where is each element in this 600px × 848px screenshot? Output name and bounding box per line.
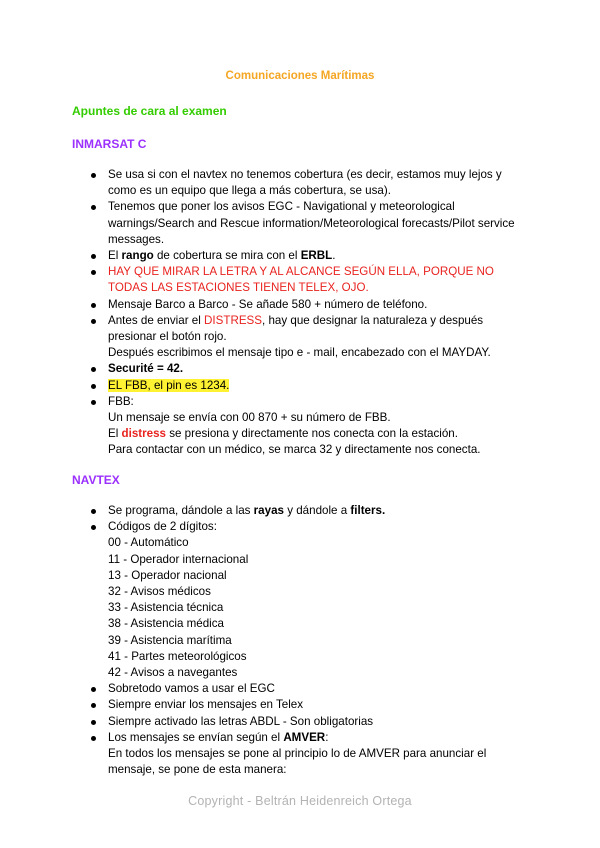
inmarsat-list	[0, 167, 600, 459]
list-item: Códigos de 2 dígitos: 00 - Automático 11 - Operador internacional 13 - Operador nacional 32 - Avisos médicos 33 - Asistencia técnica 38 - Asistencia médica 39 - Asistencia marítima 41 - Partes meteorológicos 42 - Avisos a navegantes	[0, 519, 600, 681]
section-heading-inmarsat: INMARSAT C	[72, 137, 147, 151]
section-heading-navtex: NAVTEX	[72, 473, 120, 487]
list-item: Los mensajes se envían según el AMVER: En todos los mensajes se pone al principio lo de AMVER para anunciar el mensaje, se pone de esta manera:	[0, 730, 600, 779]
code-entry: 33 - Asistencia técnica	[108, 601, 224, 615]
list-item: Siempre activado las letras ABDL - Son obligatorias	[0, 714, 600, 730]
list-item: El rango de cobertura se mira con el ERBL.	[0, 248, 600, 264]
list-item: Mensaje Barco a Barco - Se añade 580 + número de teléfono.	[0, 297, 600, 313]
highlighted-text: EL FBB, el pin es 1234.	[108, 378, 230, 392]
list-item: Sobretodo vamos a usar el EGC	[0, 681, 600, 697]
list-item: Se usa si con el navtex no tenemos cobertura (es decir, estamos muy lejos y como es un equipo que llega a más cobertura, se usa).	[0, 167, 600, 199]
navtex-list	[0, 503, 600, 778]
list-item: Se programa, dándole a las rayas y dándole a filters.	[0, 503, 600, 519]
code-entry: 11 - Operador internacional	[108, 552, 249, 566]
list-item: Antes de enviar el DISTRESS, hay que designar la naturaleza y después presionar el botón rojo. Después escribimos el mensaje tipo e - mail, encabezado con el MAYDAY.	[0, 313, 600, 362]
code-entry: 41 - Partes meteorológicos	[108, 649, 247, 663]
code-entry: 00 - Automático	[108, 536, 189, 550]
list-item: Tenemos que poner los avisos EGC - Navigational y meteorological warnings/Search and Rescue information/Meteorological forecasts/Pilot service messages.	[0, 199, 600, 248]
code-entry: 13 - Operador nacional	[108, 568, 227, 582]
document-title: Comunicaciones Marítimas	[225, 70, 375, 82]
list-item: Siempre enviar los mensajes en Telex	[0, 697, 600, 713]
list-item: Securité = 42.	[0, 361, 600, 377]
document-subtitle: Apuntes de cara al examen	[72, 104, 227, 118]
code-entry: 39 - Asistencia marítima	[108, 633, 232, 647]
list-item: FBB: Un mensaje se envía con 00 870 + su número de FBB. El distress se presiona y directamente nos conecta con la estación. Para contactar con un médico, se marca 32 y directamente nos conecta.	[0, 394, 600, 459]
copyright-footer: Copyright - Beltrán Heidenreich Ortega	[188, 794, 412, 808]
code-entry: 32 - Avisos médicos	[108, 585, 211, 599]
list-item: HAY QUE MIRAR LA LETRA Y AL ALCANCE SEGÚN ELLA, PORQUE NO TODAS LAS ESTACIONES TIENEN TELEX, OJO.	[0, 264, 600, 296]
code-entry: 42 - Avisos a navegantes	[108, 666, 238, 680]
code-entry: 38 - Asistencia médica	[108, 617, 224, 631]
list-item	[0, 378, 600, 394]
